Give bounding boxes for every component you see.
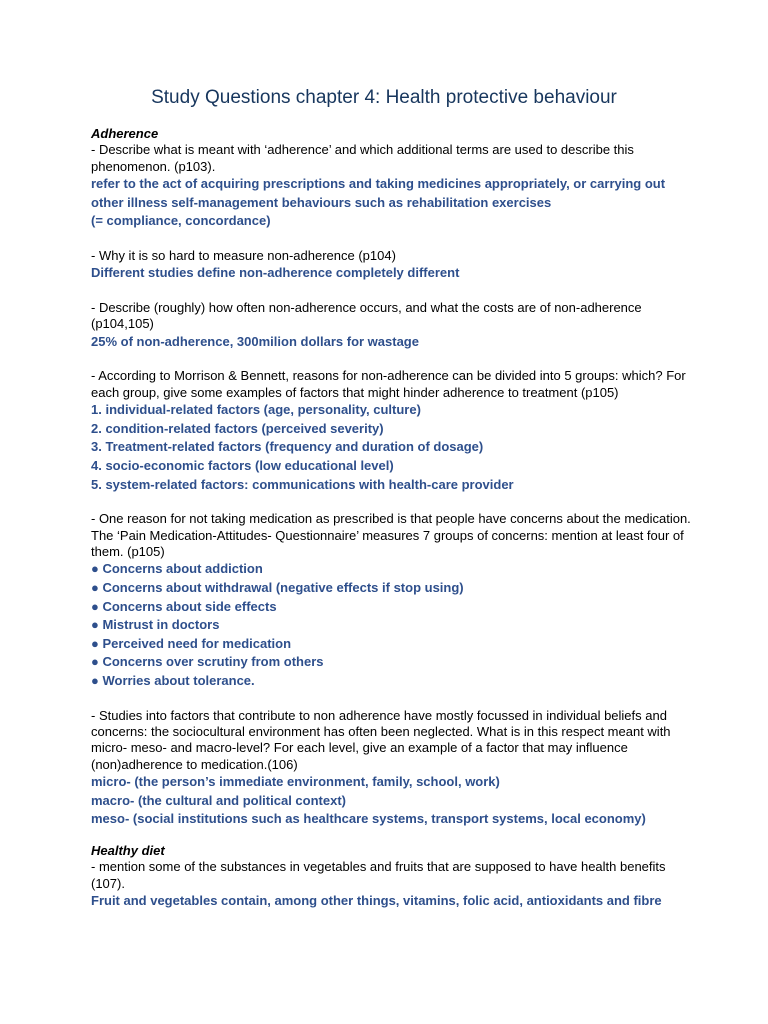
- answer-level-macro: macro- (the cultural and political context): [91, 792, 346, 808]
- answer-concern-item: ● Worries about tolerance.: [91, 672, 255, 688]
- answer-group-item: 1. individual-related factors (age, personality, culture): [91, 402, 421, 418]
- answer-concern-item: ● Concerns about side effects: [91, 598, 277, 614]
- answer-group-item: 4. socio-economic factors (low educational level): [91, 458, 394, 473]
- answer-concern-item: ● Concerns about withdrawal (negative effects if stop using): [91, 580, 464, 595]
- answer-group-item: 2. condition-related factors (perceived severity): [91, 420, 384, 436]
- answer-adherence-terms: (= compliance, concordance): [91, 213, 271, 229]
- question-sociocultural-levels: - Studies into factors that contribute to non adherence have mostly focussed in individual beliefs and concerns: the sociocultural environment has often been neglected. What is in this respect meant with micro- meso- and macro-level? For each level, give an example of a factor that may influence (non)adherence to medication.(106): [91, 707, 671, 772]
- question-vegetable-substances: - mention some of the substances in vegetables and fruits that are supposed to have health benefits (107).: [91, 859, 666, 891]
- document-body: [91, 126, 691, 911]
- question-measure-nonadherence: - Why it is so hard to measure non-adherence (p104): [91, 248, 396, 263]
- section-heading-adherence: Adherence: [91, 126, 159, 141]
- question-medication-concerns: - One reason for not taking medication as prescribed is that people have concerns about the medication. The ‘Pain Medication-Attitudes- Questionnaire’ measures 7 groups of concerns: mention at least four of them. (p105): [91, 511, 691, 559]
- answer-group-item: 3. Treatment-related factors (frequency and duration of dosage): [91, 439, 484, 455]
- question-nonadherence-groups: - According to Morrison & Bennett, reasons for non-adherence can be divided into 5 groups: which? For each group, give some examples of factors that might hinder adherence to treatment (p105): [91, 368, 686, 400]
- answer-concern-item: ● Concerns about addiction: [91, 561, 263, 577]
- answer-adherence-definition: refer to the act of acquiring prescriptions and taking medicines appropriately, or carrying out other illness self-management behaviours such as rehabilitation exercises: [91, 176, 666, 210]
- answer-level-micro: micro- (the person’s immediate environment, family, school, work): [91, 774, 500, 790]
- question-nonadherence-frequency: - Describe (roughly) how often non-adherence occurs, and what the costs are of non-adherence (p104,105): [91, 300, 642, 332]
- answer-level-meso: meso- (social institutions such as healthcare systems, transport systems, local economy): [91, 811, 646, 827]
- question-adherence-definition: - Describe what is meant with ‘adherence’ and which additional terms are used to describe this phenomenon. (p103).: [91, 142, 634, 174]
- page-title: Study Questions chapter 4: Health protective behaviour: [151, 87, 617, 108]
- answer-concern-item: ● Perceived need for medication: [91, 635, 292, 651]
- section-heading-healthy-diet: Healthy diet: [91, 842, 165, 858]
- answer-measure-nonadherence: Different studies define non-adherence completely different: [91, 265, 460, 281]
- answer-group-item: 5. system-related factors: communications with health-care provider: [91, 476, 514, 492]
- answer-concern-item: ● Concerns over scrutiny from others: [91, 654, 324, 670]
- answer-vegetable-substances: Fruit and vegetables contain, among other things, vitamins, folic acid, antioxidants and fibre: [91, 893, 662, 909]
- answer-concern-item: ● Mistrust in doctors: [91, 617, 220, 633]
- answer-nonadherence-frequency: 25% of non-adherence, 300milion dollars for wastage: [91, 333, 419, 349]
